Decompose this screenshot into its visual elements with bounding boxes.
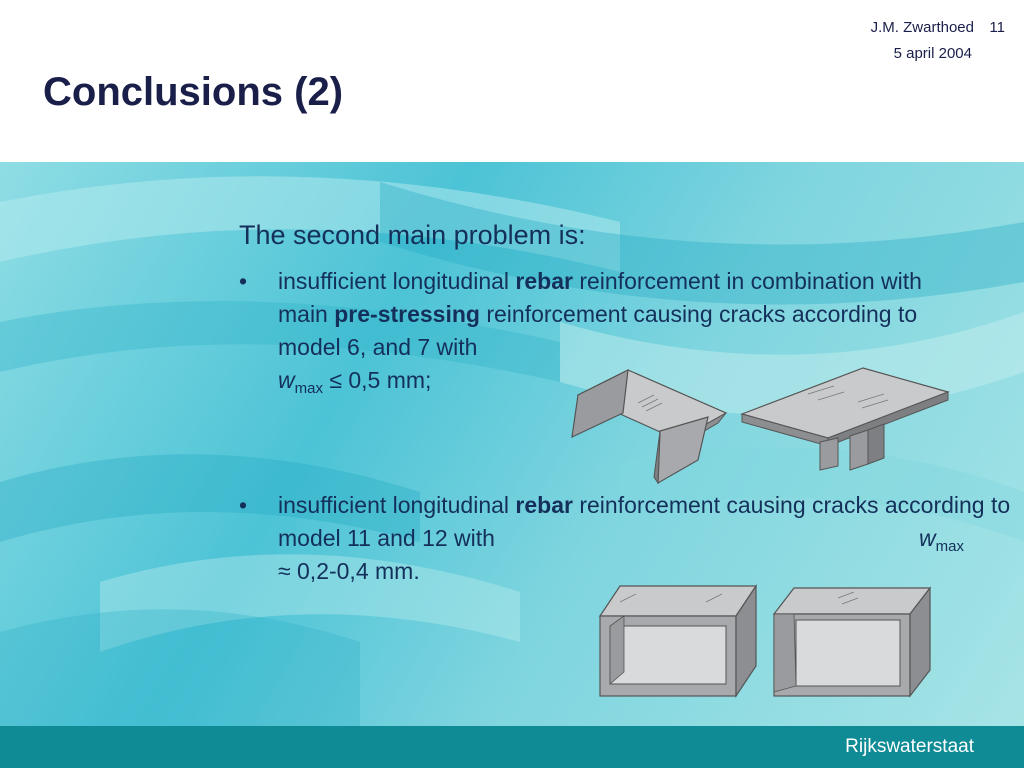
bullet1-bold-rebar: rebar [515, 268, 573, 294]
bullet1-part1: insufficient longitudinal [278, 268, 516, 294]
bullet2-max: max [935, 538, 964, 555]
bullet1-part2: reinforcement in combination with main [278, 268, 922, 327]
slide-footer [0, 726, 1024, 768]
bullet-dot: • [239, 268, 248, 294]
bullet2-w: w [919, 525, 936, 551]
bullet1-w: w [278, 367, 295, 393]
slide-title: Conclusions (2) [43, 70, 344, 114]
author-name: J.M. Zwarthoed [870, 19, 974, 36]
presentation-date: 5 april 2004 [893, 45, 972, 62]
bullet-dot: • [239, 492, 248, 518]
content-area [239, 220, 959, 259]
bullet-item-2 [239, 489, 1018, 588]
structure-figure-model-7 [738, 366, 950, 474]
bullet1-tail: ≤ 0,5 mm; [322, 367, 432, 393]
intro-text: The second main problem is: [239, 220, 586, 250]
bullet2-tail: ≈ 0,2-0,4 mm. [278, 558, 420, 584]
bullet2-wmax [919, 522, 964, 563]
bullet2-part1: insufficient longitudinal [278, 492, 516, 518]
footer-brand: Rijkswaterstaat [845, 736, 974, 757]
structure-figure-model-6 [568, 365, 728, 487]
bullet1-bold-prestressing: pre-stressing [334, 301, 480, 327]
slide-number: 11 [989, 19, 1005, 36]
bullet1-part3: reinforcement causing cracks according to model 6, and 7 with [278, 301, 918, 360]
bullet2-part2: reinforcement causing cracks according to model 11 and 12 with [278, 492, 1011, 551]
box-culvert-figure-model-11 [596, 582, 760, 698]
bullet1-max: max [294, 380, 323, 397]
bullet2-bold-rebar: rebar [515, 492, 573, 518]
box-culvert-figure-model-12 [768, 584, 932, 698]
slide-header [0, 0, 1024, 162]
bullet2-text [278, 492, 1010, 584]
